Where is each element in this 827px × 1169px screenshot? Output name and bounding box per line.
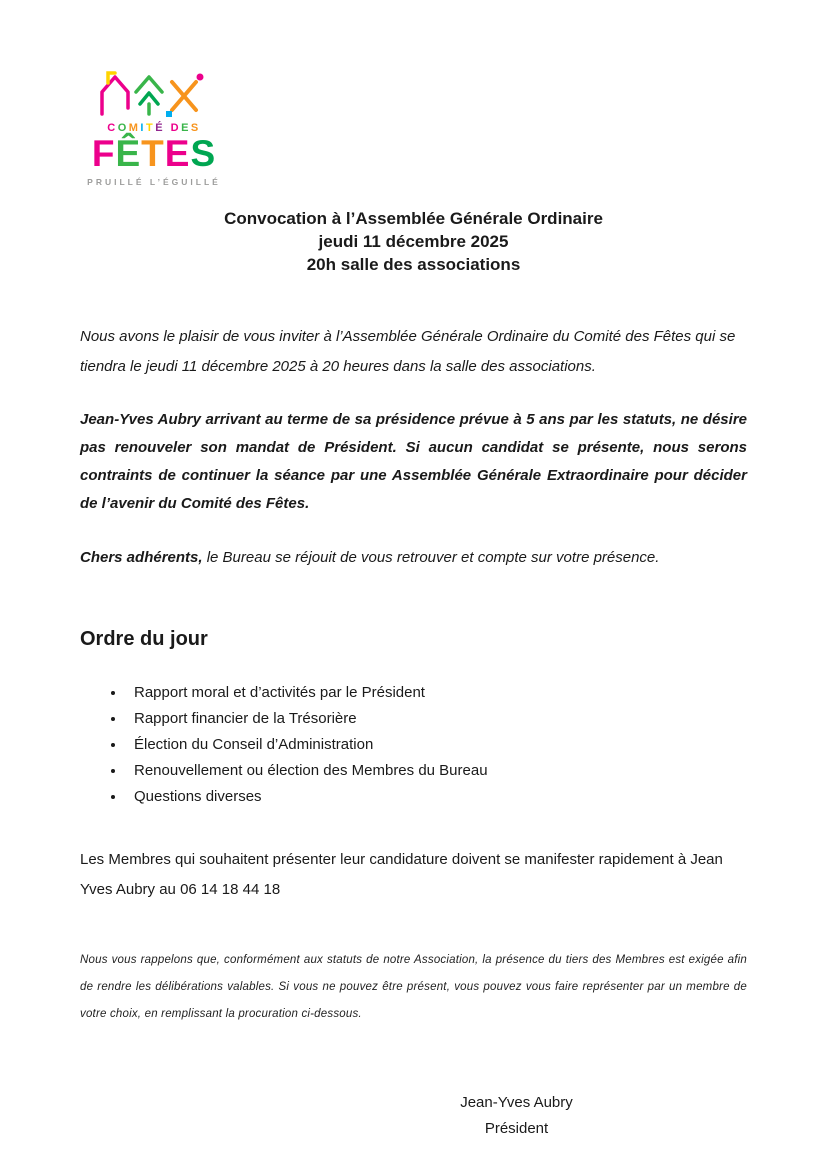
logo-comite-des-text: COMITÉ DES — [107, 122, 201, 134]
agenda-item: • Renouvellement ou élection des Membres du Bureau — [126, 763, 747, 779]
paragraph-adherents-lead: Chers adhérents, — [80, 549, 203, 566]
paragraph-adherents — [80, 546, 747, 570]
signature-name: Jean-Yves Aubry — [460, 1094, 573, 1111]
agenda-item: • Rapport financier de la Trésorière — [126, 711, 747, 727]
title-line-2: jeudi 11 décembre 2025 — [318, 232, 509, 251]
logo — [86, 66, 222, 187]
logo-fetes-text: FÊTES — [91, 133, 217, 174]
agenda-item: • Élection du Conseil d’Administration — [126, 737, 747, 753]
paragraph-note: Nous vous rappelons que, conformément aux statuts de notre Association, la présence du tiers des Membres est exigée afin de rendre les délibérations valables. Si vous ne pouvez être présent, vous pouvez vous faire représenter par un membre de votre choix, en remplissant la procuration ci-dessous. — [80, 954, 747, 1020]
agenda-heading: Ordre du jour — [80, 628, 208, 650]
logo-houses-icon — [94, 66, 214, 120]
signature-block — [183, 1090, 827, 1142]
agenda-item: • Rapport moral et d’activités par le Président — [126, 685, 747, 701]
title-line-3: 20h salle des associations — [306, 255, 521, 274]
paragraph-adherents-rest: le Bureau se réjouit de vous retrouver et compte sur votre présence. — [202, 549, 660, 566]
signature-role: Président — [484, 1120, 549, 1137]
paragraph-intro: Nous avons le plaisir de vous inviter à l’Assemblée Générale Ordinaire du Comité des Fêtes qui se tiendra le jeudi 11 décembre 2025 à 20 heures dans la salle des associations. — [80, 328, 736, 375]
paragraph-candidature: Les Membres qui souhaitent présenter leur candidature doivent se manifester rapidement à Jean Yves Aubry au 06 14 18 44 18 — [80, 851, 723, 898]
paragraph-president: Jean-Yves Aubry arrivant au terme de sa présidence prévue à 5 ans par les statuts, ne désire pas renouveler son mandat de Président. Si aucun candidat se présente, nous serons contraints de continuer la séance par une Assemblée Générale Extraordinaire pour décider de l’avenir du Comité des Fêtes. — [80, 411, 747, 512]
document-title — [80, 207, 747, 276]
title-line-1: Convocation à l’Assemblée Générale Ordinaire — [224, 209, 603, 228]
agenda-list — [80, 685, 747, 805]
agenda-item: • Questions diverses — [126, 789, 747, 805]
logo-subtitle: PRUILLÉ L’ÉGUILLÉ — [87, 177, 221, 187]
